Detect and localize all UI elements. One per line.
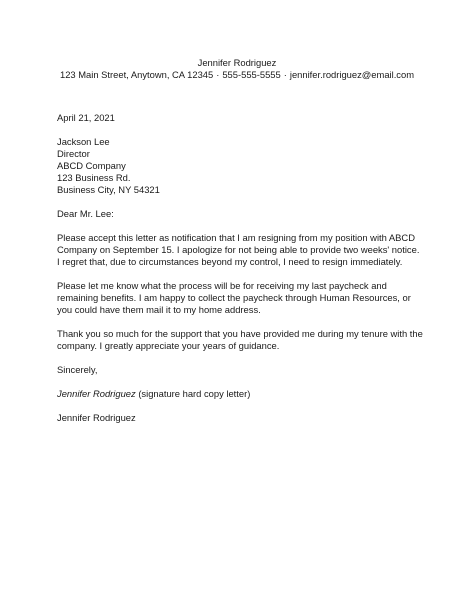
sender-phone: 555-555-5555 — [222, 69, 281, 80]
recipient-street: 123 Business Rd. — [57, 172, 131, 183]
letterhead — [0, 57, 474, 81]
recipient-title: Director — [57, 148, 90, 159]
recipient-city: Business City, NY 54321 — [57, 184, 160, 195]
signature-note: (signature hard copy letter) — [138, 388, 251, 399]
signature-line — [57, 388, 423, 400]
body-paragraph-thanks: Thank you so much for the support that you have provided me during my tenure with the company. I greatly appreciate your years of guidance. — [57, 328, 423, 351]
body-paragraph-paycheck: Please let me know what the process will be for receiving my last paycheck and remaining benefits. I am happy to collect the paycheck through Human Resources, or you could have them mail it to my home address. — [57, 280, 411, 315]
sender-address: 123 Main Street, Anytown, CA 12345 — [59, 69, 214, 80]
signature-name: Jennifer Rodriguez — [57, 388, 136, 399]
contact-separator: · — [283, 69, 287, 80]
contact-separator: · — [216, 69, 220, 80]
recipient-name: Jackson Lee — [57, 136, 110, 147]
printed-name: Jennifer Rodriguez — [57, 412, 136, 423]
letter-date: April 21, 2021 — [57, 112, 115, 123]
sender-email: jennifer.rodriguez@email.com — [289, 69, 415, 80]
sender-contact-line — [0, 69, 474, 81]
body-paragraph-notification: Please accept this letter as notification that I am resigning from my position with ABCD Company on September 15. I apologize for not being able to provide two weeks' notice. I regret that, due to circumstances beyond my control, I need to resign immediately. — [57, 232, 420, 267]
closing: Sincerely, — [57, 364, 98, 375]
letter-body — [57, 112, 423, 424]
recipient-company: ABCD Company — [57, 160, 126, 171]
salutation: Dear Mr. Lee: — [57, 208, 114, 219]
sender-name: Jennifer Rodriguez — [197, 57, 277, 68]
recipient-block — [57, 136, 423, 196]
